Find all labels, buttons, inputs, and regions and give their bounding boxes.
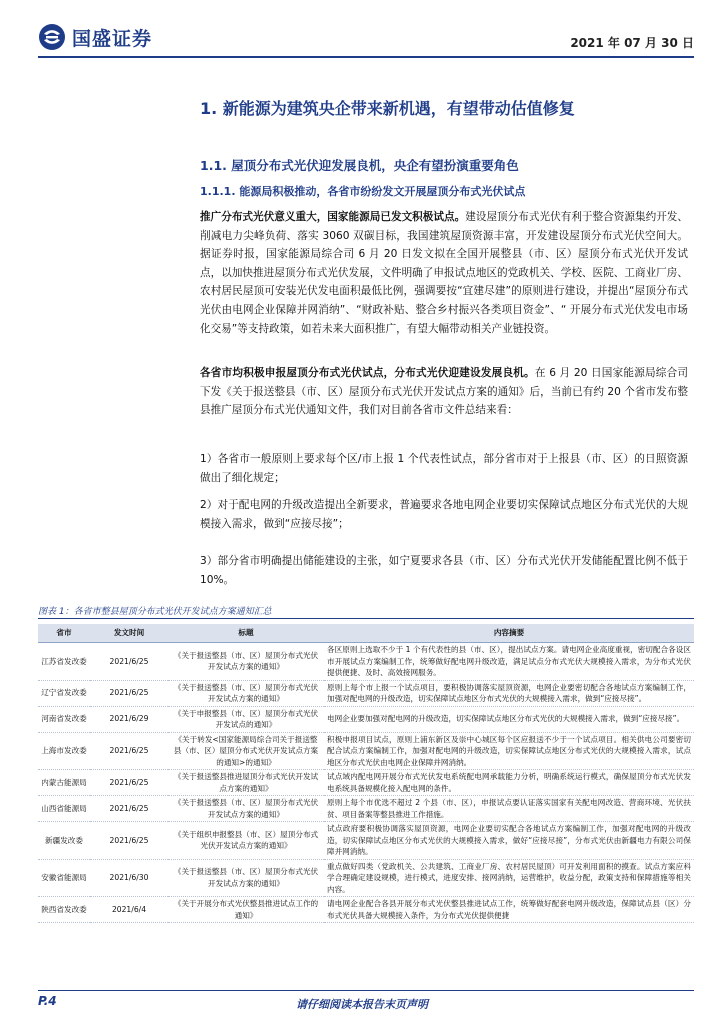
cell-title: 《关于报送整县推进屋顶分布式光伏开发试点方案的通知》 [168,770,324,796]
cell-summary: 原则上每个市上报一个试点项目，要积极协调落实屋顶资源，电网企业要密切配合各地试点方案编制工作，加强对配电网的升级改造，切实保障试点地区分布式光伏的大规模接入需求，做到“应接尽接”。 [324,680,694,706]
column-header-summary: 内容摘要 [324,624,694,643]
paragraph-policy-text: 建设屋顶分布式光伏有利于整合资源集约开发、削减电力尖峰负荷、落实 3060 双碳目标，我国建筑屋顶资源丰富，开发建设屋顶分布式光伏空间大。据证券时报，国家能源局综合司 6 月 20 日发文拟在全国开展整县（市、区）屋顶分布式光伏开发试点，以加快推进屋顶分布式光伏发展，文件明确了申报试点地区的党政机关、学校、医院、工商业厂房、农村居民屋顶可安装光伏发电面积最低比例，强调要按“宜建尽建”的原则进行建设，并提出“屋顶分布式光伏由电网企业保障并网消纳”、“财政补贴、整合乡村振兴各类项目资金”、“ 开展分布式光伏发电市场化交易”等支持政策，如若未来大面积推广，有望大幅带动相关产业链投资。 [200,211,689,335]
column-header-province: 省市 [38,624,90,643]
report-date: 2021 年 07 月 30 日 [570,36,694,50]
cell-province: 新疆发改委 [38,822,90,860]
cell-title: 《关于组织申报整县（市、区）屋顶分布式光伏开发试点方案的通知》 [168,822,324,860]
paragraph-point-3: 3）部分省市明确提出储能建设的主张，如宁夏要求各县（市、区）分布式光伏开发储能配置比例不低于 10%。 [200,555,688,586]
footer-rule [38,990,694,991]
cell-province: 内蒙古能源局 [38,770,90,796]
cell-title: 《关于报送整县（市、区）屋顶分布式光伏开发试点方案的通知》 [168,643,324,681]
table-row [38,822,694,860]
cell-date: 2021/6/29 [90,706,168,732]
table-row [38,680,694,706]
cell-province: 陕西省发改委 [38,897,90,923]
column-header-date: 发文时间 [90,624,168,643]
policy-summary-table [38,624,694,923]
cell-title: 《关于开展分布式光伏整县推进试点工作的通知》 [168,897,324,923]
cell-province: 安徽省能源局 [38,859,90,897]
paragraph-policy [200,208,688,338]
table-row [38,643,694,681]
paragraph-point-1: 1）各省市一般原则上要求每个区/市上报 1 个代表性试点，部分省市对于上报县（市、区）的日照资源做出了细化规定； [200,453,688,484]
paragraph-provinces-text: 在 6 月 20 日国家能源局综合司下发《关于报送整县（市、区）屋顶分布式光伏开发试点方案的通知》后，当前已有约 20 个省市发布整县推广屋顶分布式光伏通知文件，我们对目前各省市文件总结来看： [200,367,688,417]
logo-emblem-icon [38,23,66,51]
cell-province: 辽宁省发改委 [38,680,90,706]
paragraph-point-2: 2）对于配电网的升级改造提出全新要求，普遍要求各地电网企业要切实保障试点地区分布式光伏的大规模接入需求，做到“应接尽接”； [200,499,688,530]
cell-title: 《关于报送整县（市、区）屋顶分布式光伏开发试点方案的通知》 [168,859,324,897]
cell-summary: 试点政府要积极协调落实屋顶资源，电网企业要切实配合各地试点方案编制工作，加强对配电网的升级改造，切实保障试点地区分布式光伏的大规模接入需求，做好“应接尽接”，分布式光伏由新疆电力有限公司保障并网消纳。 [324,822,694,860]
section-heading-1: 1. 新能源为建筑央企带来新机遇，有望带动估值修复 [200,99,575,118]
logo-text: 国盛证券 [72,27,153,50]
table-row [38,796,694,822]
cell-summary: 重点做好四类（党政机关、公共建筑、工商业厂房、农村居民屋顶）可开发利用面积的摸查。试点方案应科学合理确定建设规模，进行模式，进度安排、接网消纳，运营维护，收益分配，政策支持和保障措施等相关内容。 [324,859,694,897]
paragraph-provinces-lead: 各省市均积极申报屋顶分布式光伏试点，分布式光伏迎建设发展良机。 [200,367,535,379]
company-logo [38,22,152,52]
cell-title: 《关于报送整县（市、区）屋顶分布式光伏开发试点方案的通知》 [168,796,324,822]
table-row [38,859,694,897]
cell-date: 2021/6/25 [90,643,168,681]
table-row [38,770,694,796]
header-rule [38,56,694,58]
column-header-title: 标题 [168,624,324,643]
cell-title: 《关于报送整县（市、区）屋顶分布式光伏开发试点方案的通知》 [168,680,324,706]
table-header-row [38,624,694,643]
paragraph-provinces [200,364,688,420]
cell-province: 河南省发改委 [38,706,90,732]
cell-summary: 电网企业要加强对配电网的升级改造，切实保障试点地区分布式光伏的大规模接入需求，做到“应接尽接”。 [324,706,694,732]
page-number: P.4 [38,994,57,1008]
cell-date: 2021/6/30 [90,859,168,897]
cell-summary: 积极申报项目试点，原则上浦东新区及崇中心城区每个区应报送不少于一个试点项目。相关供电公司要密切配合试点方案编制工作，加强对配电网的升级改造，切实保障试点地区分布式光伏的大规模接入需求，试点地区分布式光伏由电网企业保障并网消纳。 [324,732,694,770]
paragraph-policy-lead: 推广分布式光伏意义重大，国家能源局已发文积极试点。 [200,211,466,223]
cell-date: 2021/6/25 [90,680,168,706]
section-heading-1-1: 1.1. 屋顶分布式光伏迎发展良机，央企有望扮演重要角色 [200,158,519,173]
cell-title: 《关于申报整县（市、区）屋顶分布式光伏开发试点的通知》 [168,706,324,732]
table-row [38,732,694,770]
table-row [38,897,694,923]
cell-summary: 各区原则上选取不少于 1 个有代表性的县（市、区），提出试点方案。请电网企业高度重视，密切配合各设区市开展试点方案编制工作，统筹做好配电网升级改造，满足试点分布式光伏大规模接入需求，为分布式光伏提供便捷、及时、高效接网服务。 [324,643,694,681]
cell-title: 《关于转发<国家能源局综合司关于报送整县（市、区）屋顶分布式光伏开发试点方案的通知>的通知》 [168,732,324,770]
cell-date: 2021/6/25 [90,732,168,770]
page-header [38,22,694,58]
cell-date: 2021/6/25 [90,770,168,796]
cell-province: 江苏省发改委 [38,643,90,681]
table-row [38,706,694,732]
cell-province: 山西省能源局 [38,796,90,822]
figure-rule [38,618,694,619]
cell-summary: 请电网企业配合各县开展分布式光伏整县推进试点工作，统筹做好配套电网升级改造，保障试点县（区）分布式光伏具备大规模接入条件，为分布式光伏提供便捷 [324,897,694,923]
cell-date: 2021/6/4 [90,897,168,923]
figure-caption: 图表 1：各省市整县屋顶分布式光伏开发试点方案通知汇总 [38,607,272,617]
footer-disclaimer: 请仔细阅读本报告末页声明 [296,998,428,1011]
section-heading-1-1-1: 1.1.1. 能源局积极推动，各省市纷纷发文开展屋顶分布式光伏试点 [200,185,526,198]
cell-province: 上海市发改委 [38,732,90,770]
cell-summary: 原则上每个市优选不超过 2 个县（市、区），申报试点要认证落实国家有关配电网改造、营商环境、光伏扶贫、项目备案等整县推进工作措施。 [324,796,694,822]
cell-date: 2021/6/25 [90,822,168,860]
cell-date: 2021/6/25 [90,796,168,822]
cell-summary: 试点域内配电网开展分布式光伏发电系统配电网承载能力分析，明确系统运行模式，确保屋顶分布式光伏发电系统具备规模化接入配电网的条件。 [324,770,694,796]
